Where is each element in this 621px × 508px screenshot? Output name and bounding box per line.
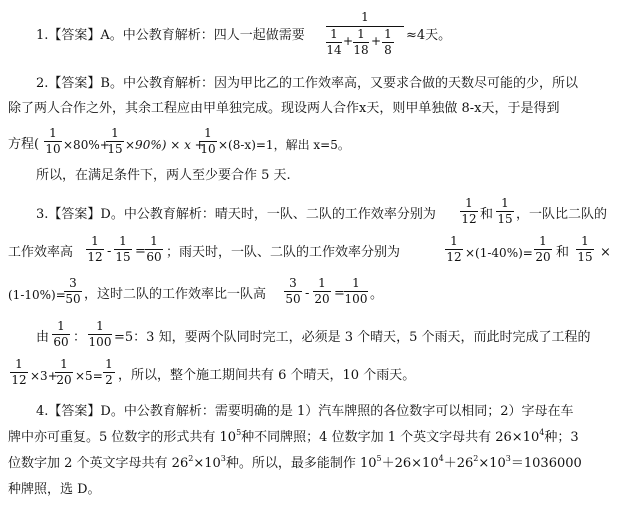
item3-you: 由	[36, 330, 50, 345]
item1-frac-b: 1 18	[353, 27, 369, 57]
item3-frac-1-100b: 1 100	[88, 319, 112, 349]
minus-sign: -	[107, 244, 112, 259]
item3-conclusion: ，所以，整个施工期间共有 6 个晴天，10 个雨天。	[118, 368, 416, 383]
item3-diff-text: ，这时二队的工作效率比一队高	[84, 287, 267, 302]
item3-frac-1-2: 1 2	[103, 358, 115, 387]
item3-rainy-calc2: (1-10%)=	[8, 288, 66, 302]
item2-frac-1-10: 1 10	[45, 126, 61, 156]
item3-he1: 和	[480, 207, 494, 222]
item3-frac-1-100: 1 100	[344, 276, 368, 306]
item3-frac-1-12b: 1 12	[87, 234, 103, 264]
item2-line2: 除了两人合作之外，其余工程应由甲单独完成。现设两人合作x天，则甲单独做 8-x天，于是得到	[8, 101, 560, 116]
item3-frac-1-20: 1 20	[535, 234, 551, 264]
item3-frac-1-12d: 1 12	[11, 357, 27, 387]
item4-line1: 4.【答案】D。中公教育解析：需要明确的是 1）汽车牌照的各位数字可以相同；2）字母在车	[36, 404, 574, 419]
item4-line3: 位数字加 2 个英文字母共有 $26^2\times 10^3$种。所以，最多能制作 $10^5+26\times 10^4+26^2\times 10^3=1036000$	[8, 454, 582, 471]
item3-frac-1-15c: 1 15	[577, 234, 593, 264]
item1-compound-fraction	[326, 10, 404, 56]
item1-tail: ≈4天。	[406, 28, 452, 43]
item3-line1-tail: ，一队比二队的	[516, 207, 608, 222]
item3-times3: ×3+	[30, 369, 58, 383]
item3-ratio-text: =5：3 知，要两个队同时完工，必须是 3 个晴天，5 个雨天，而此时完成了工程的	[114, 330, 591, 345]
times-sign: ×	[600, 245, 611, 260]
item1-frac-a: 1 14	[326, 27, 342, 57]
item3-frac-1-12c: 1 12	[446, 234, 462, 264]
item3-he2: 和	[556, 245, 570, 260]
item3-frac-1-15b: 1 15	[115, 234, 131, 264]
item3-frac-3-50: 3 50	[65, 276, 81, 306]
item3-line1: 3.【答案】D。中公教育解析：晴天时，一队、二队的工作效率分别为	[36, 207, 436, 222]
plus-sign: +	[343, 34, 354, 48]
item2-frac-1-15: 1 15	[107, 126, 123, 156]
equals-sign: =	[135, 244, 146, 259]
period: 。	[370, 287, 384, 302]
item3-frac-3-50b: 3 50	[285, 276, 301, 306]
colon-sign: ：	[73, 330, 87, 345]
item3-rainy-calc1: ×(1-40%)=	[465, 246, 533, 260]
minus-sign: -	[305, 286, 310, 301]
item2-line1: 2.【答案】B。中公教育解析：因为甲比乙的工作效率高，又要求合做的天数尽可能的少，所以	[36, 76, 578, 91]
item2-conclusion: 所以，在满足条件下，两人至少要合作 5 天.	[36, 168, 291, 183]
plus-sign: +	[371, 34, 382, 48]
item4-line4: 种牌照，选 D。	[8, 482, 101, 497]
item1-text: 1.【答案】A。中公教育解析：四人一起做需要	[36, 28, 305, 43]
item2-eq-part3: ×90%) × x +	[125, 138, 205, 152]
item2-frac-1-10b: 1 10	[200, 126, 216, 156]
item3-rainy-text: ；雨天时，一队、二队的工作效率分别为	[166, 245, 401, 260]
item3-frac-1-20c: 1 20	[56, 357, 72, 387]
item3-times5: ×5=	[75, 369, 103, 383]
item1-outer-numerator: 1	[361, 10, 369, 24]
item3-frac-1-60: 1 60	[146, 234, 162, 264]
item3-frac-1-12: 1 12	[461, 196, 477, 226]
item2-eq-part2: ×80%+	[63, 138, 110, 152]
equals-sign: =	[334, 286, 345, 301]
item2-eq-end: ×(8-x)=1，解出 x=5。	[218, 138, 350, 152]
item3-frac-1-20b: 1 20	[314, 276, 330, 306]
item1-frac-c: 1 8	[382, 28, 394, 57]
item3-frac-1-15: 1 15	[497, 196, 513, 226]
item2-eq-start: 方程(	[8, 137, 40, 152]
item3-frac-1-60b: 1 60	[53, 319, 69, 349]
item4-line2: 牌中亦可重复。5 位数字的形式共有 $10^5$种不同牌照；4 位数字加 1 个英文字母共有 $26\times 10^4$种；3	[8, 428, 579, 445]
item3-efficiency-label: 工作效率高	[8, 245, 74, 260]
